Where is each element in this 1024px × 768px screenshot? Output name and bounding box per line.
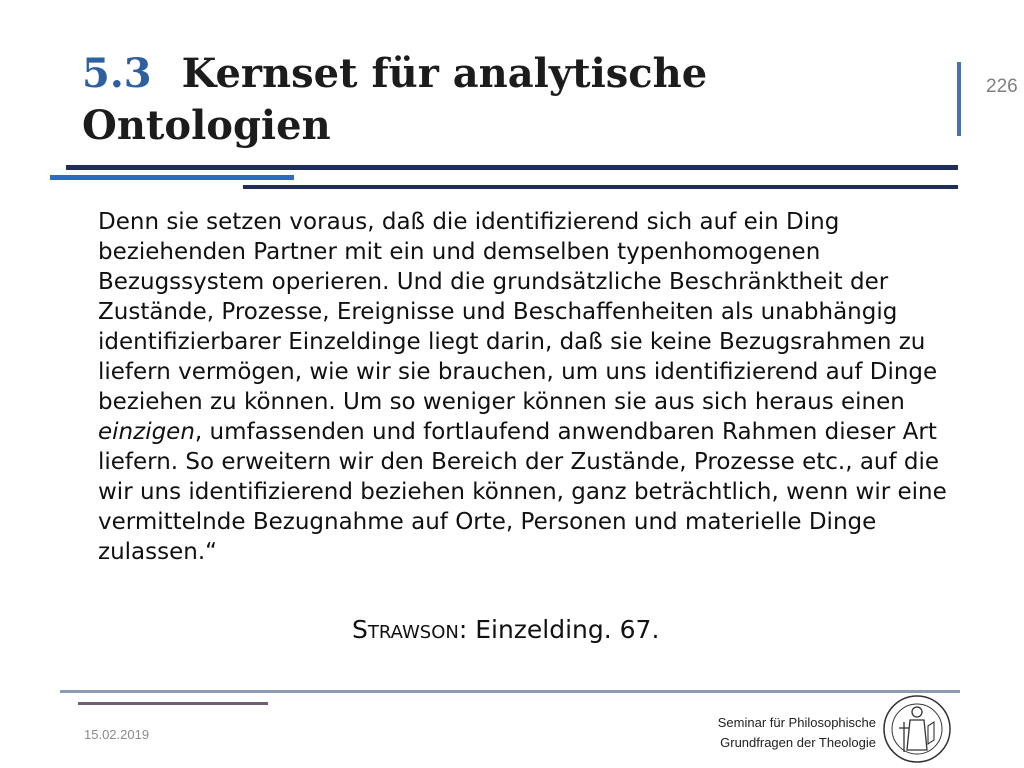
- page-number-bar: [957, 62, 961, 136]
- citation-author: Strawson: [352, 615, 459, 644]
- citation-source: : Einzelding. 67.: [458, 615, 660, 644]
- slide-title: [82, 48, 942, 152]
- title-line-2: Ontologien: [82, 102, 331, 149]
- footer-accent-rule: [78, 702, 268, 705]
- footer-date: 15.02.2019: [84, 727, 150, 742]
- seminar-line-1: Seminar für Philosophische: [717, 715, 876, 730]
- page-number: 226: [986, 76, 1018, 97]
- university-seal-icon: [882, 694, 952, 764]
- seminar-line-2: Grundfragen der Theologie: [720, 735, 876, 750]
- footer-rule: [60, 690, 960, 693]
- footer-seminar: [718, 713, 876, 753]
- quote-part-2: , umfassenden und fortlaufend anwendbaren Rahmen dieser Art liefern. So erweitern wir den Bereich der Zustände, Prozesse etc., auf die wir uns identifizierend beziehen können, ganz beträchtlich, wenn wir eine vermittelnde Bezugnahme auf Orte, Personen und materielle Dinge zulassen.“: [98, 419, 947, 565]
- title-line-1: Kernset für analytische: [181, 50, 708, 97]
- title-rule-accent: [50, 175, 294, 180]
- quote-text: [98, 207, 948, 567]
- title-rule-top: [66, 165, 958, 170]
- quote-part-1: Denn sie setzen voraus, daß die identifizierend sich auf ein Ding beziehenden Partner mit ein und demselben typenhomogenen Bezugssystem operieren. Und die grundsätzliche Beschränktheit der Zustände, Prozesse, Ereignisse und Beschaffenheiten als unabhängig identifizierbarer Einzeldinge liegt darin, daß sie keine Bezugsrahmen zu liefern vermögen, wie wir sie brauchen, um uns identifizierend auf Dinge beziehen zu können. Um so weniger können sie aus sich heraus einen: [98, 209, 938, 415]
- citation: [352, 614, 659, 646]
- title-rule-bottom: [243, 185, 958, 189]
- quote-emphasis: einzigen: [98, 419, 195, 445]
- section-number: 5.3: [82, 50, 152, 97]
